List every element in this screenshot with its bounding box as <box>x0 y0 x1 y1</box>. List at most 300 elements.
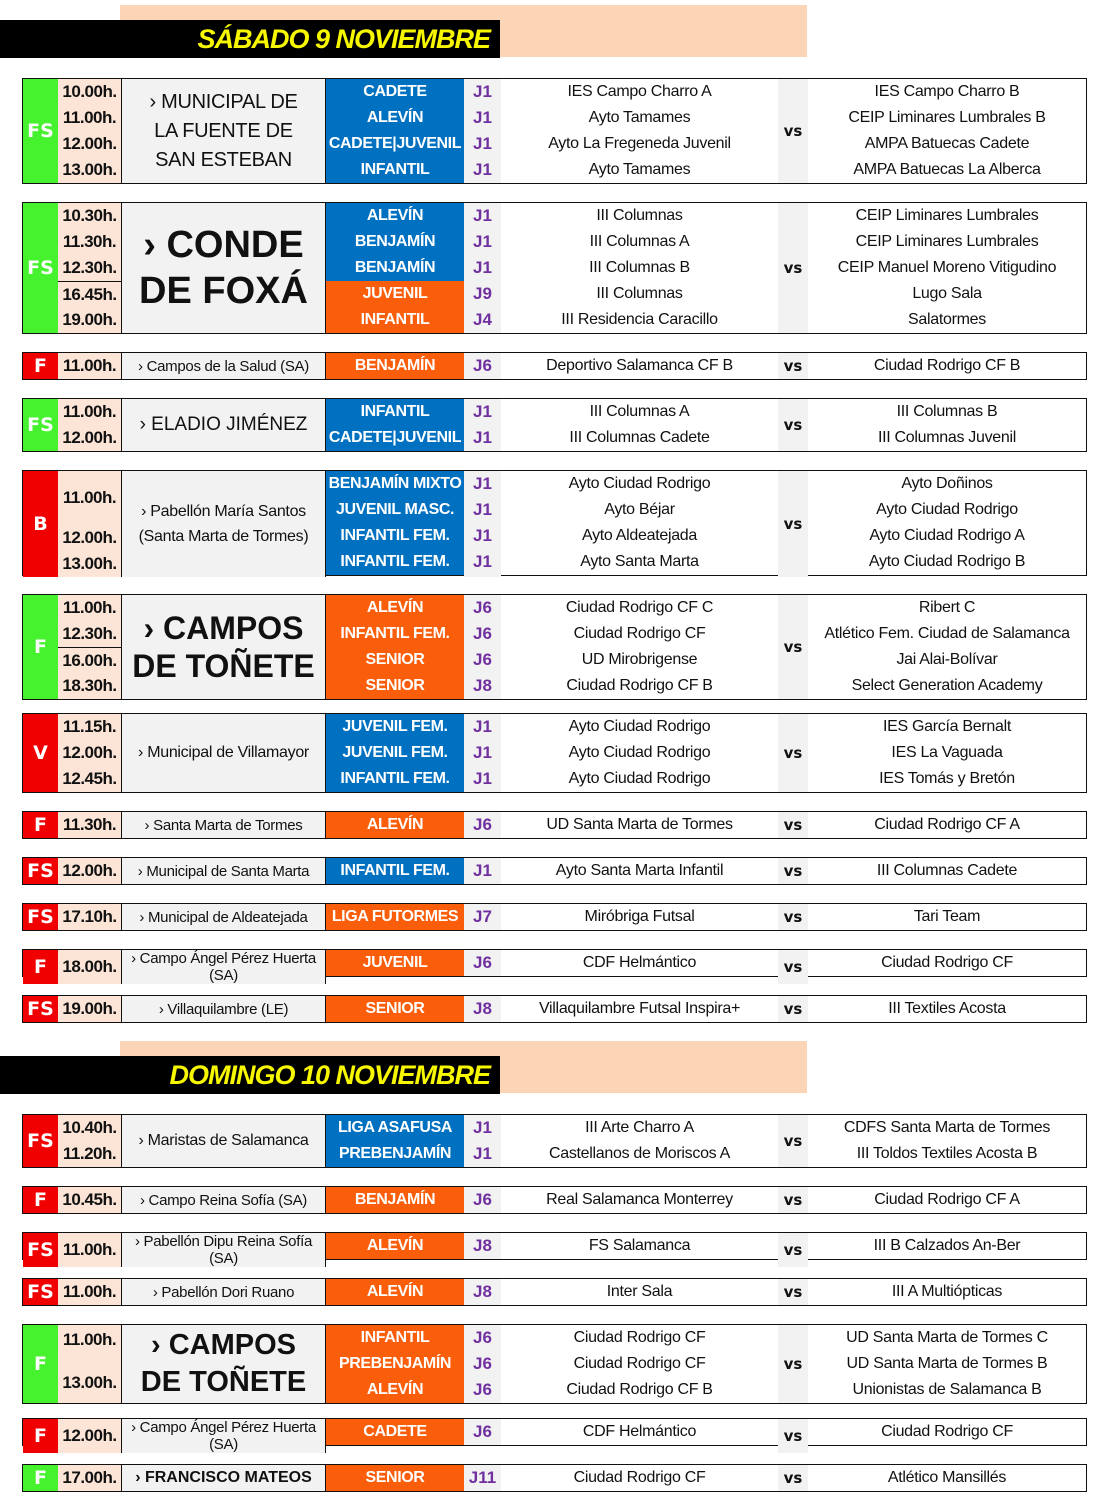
home-team: Ayto Santa Marta <box>580 553 699 570</box>
away-team: Ayto Ciudad Rodrigo <box>876 501 1018 518</box>
venue-name: › Campo Ángel Pérez Huerta (SA) <box>122 950 326 984</box>
home-team: Ciudad Rodrigo CF B <box>566 677 713 694</box>
category-label: ALEVÍN <box>326 812 464 838</box>
venue-line: (Santa Marta de Tormes) <box>138 528 309 545</box>
match-time: 11.00h. <box>62 488 117 507</box>
day-header-saturday <box>0 5 820 65</box>
away-team: Lugo Sala <box>912 285 982 302</box>
home-team: Ayto Tamames <box>588 161 691 178</box>
jornada-label: J6 <box>464 647 501 673</box>
category-label: BENJAMÍN <box>326 255 464 281</box>
time-list <box>58 950 122 984</box>
match-time: 18.00h. <box>62 957 117 976</box>
match-time: 11.00h. <box>62 598 117 617</box>
match-time: 12.00h. <box>62 134 117 153</box>
time-list <box>58 79 122 183</box>
home-team: III Columnas B <box>589 259 690 276</box>
category-list <box>326 1115 464 1167</box>
venue-block <box>22 1186 1087 1214</box>
home-team-list <box>501 399 778 451</box>
venue-block <box>22 1114 1087 1168</box>
away-team: IES Campo Charro B <box>874 83 1020 100</box>
match-time: 17.00h. <box>62 1468 117 1487</box>
jornada-label: J1 <box>464 255 501 281</box>
time-list <box>58 1325 122 1403</box>
sport-badge: FS <box>23 1115 58 1167</box>
jornada-label: J8 <box>464 1233 501 1259</box>
away-team: III Columnas Juvenil <box>877 429 1017 446</box>
home-team: Deportivo Salamanca CF B <box>546 357 733 374</box>
vs-label: vs <box>778 353 808 379</box>
home-team-list <box>501 471 778 577</box>
jornada-label: J1 <box>464 497 501 523</box>
match-time: 13.00h. <box>62 554 117 573</box>
away-team: Unionistas de Salamanca B <box>852 1381 1042 1398</box>
match-time: 12.00h. <box>62 743 117 762</box>
category-label: INFANTIL FEM. <box>326 523 464 549</box>
jornada-label: J4 <box>464 307 501 333</box>
match-time: 10.40h. <box>62 1118 117 1137</box>
home-team: Ayto Aldeatejada <box>581 527 697 544</box>
jornada-label: J6 <box>464 812 501 838</box>
time-list <box>58 1419 122 1453</box>
home-team: UD Mirobrigense <box>581 651 698 668</box>
sport-badge: FS <box>23 996 58 1022</box>
venue-block <box>22 398 1087 452</box>
jornada-label: J1 <box>464 523 501 549</box>
jornada-label: J1 <box>464 131 501 157</box>
jornada-label: J6 <box>464 1187 501 1213</box>
venue-name: › Villaquilambre (LE) <box>122 996 326 1022</box>
category-label: JUVENIL FEM. <box>326 740 464 766</box>
venue-line: DE TOÑETE <box>132 648 315 684</box>
venue-line: DE FOXÁ <box>139 270 308 312</box>
away-team: III Toldos Textiles Acosta B <box>856 1145 1038 1162</box>
category-label: JUVENIL MASC. <box>326 497 464 523</box>
time-list <box>58 904 122 930</box>
away-team: IES Tomás y Bretón <box>879 770 1015 787</box>
match-time: 12.30h. <box>62 624 117 643</box>
home-team-list <box>501 203 778 333</box>
venue-block <box>22 995 1087 1023</box>
jornada-list <box>464 79 501 183</box>
away-team-list <box>808 79 1086 183</box>
away-team: Atlético Fem. Ciudad de Salamanca <box>824 625 1070 642</box>
time-list <box>58 1279 122 1305</box>
match-time: 10.00h. <box>62 82 117 101</box>
sport-badge: B <box>23 471 58 577</box>
away-team: IES García Bernalt <box>883 718 1011 735</box>
time-list <box>58 714 122 792</box>
sport-badge: FS <box>23 904 58 930</box>
category-label: SENIOR <box>326 996 464 1022</box>
away-team: CEIP Liminares Lumbrales B <box>848 109 1046 126</box>
home-team: Ciudad Rodrigo CF <box>573 625 706 642</box>
match-time: 11.00h. <box>62 1282 117 1301</box>
sport-badge: FS <box>23 1233 58 1267</box>
match-time: 17.10h. <box>62 907 117 926</box>
jornada-label: J6 <box>464 595 501 621</box>
home-team: Ayto Tamames <box>588 109 691 126</box>
away-team: Ciudad Rodrigo CF B <box>873 357 1021 374</box>
match-time: 11.00h. <box>62 1330 117 1349</box>
category-label: CADETE <box>326 79 464 105</box>
category-label: SENIOR <box>326 673 464 699</box>
jornada-list <box>464 203 501 333</box>
jornada-list <box>464 1115 501 1167</box>
vs-label: vs <box>778 79 808 183</box>
venue-line: LA FUENTE DE <box>154 119 293 142</box>
jornada-label: J1 <box>464 203 501 229</box>
jornada-label: J6 <box>464 353 501 379</box>
category-label: CADETE|JUVENIL <box>326 131 464 157</box>
sport-badge: F <box>23 812 58 838</box>
venue-block <box>22 903 1087 931</box>
jornada-label: J1 <box>464 425 501 451</box>
vs-label: vs <box>778 399 808 451</box>
away-team: Ciudad Rodrigo CF <box>881 954 1013 971</box>
time-list <box>58 858 122 884</box>
match-time: 12.00h. <box>62 1426 117 1445</box>
sport-badge: FS <box>23 858 58 884</box>
vs-label: vs <box>778 1325 808 1403</box>
sport-badge: FS <box>23 203 58 333</box>
away-team: Ciudad Rodrigo CF A <box>874 1191 1020 1208</box>
category-list <box>326 714 464 792</box>
jornada-label: J1 <box>464 229 501 255</box>
away-team-list <box>808 471 1086 577</box>
home-team: Miróbriga Futsal <box>584 908 695 925</box>
jornada-label: J6 <box>464 1377 501 1403</box>
jornada-label: J1 <box>464 1141 501 1167</box>
match-time: 11.00h. <box>62 356 117 375</box>
vs-label: vs <box>778 1115 808 1167</box>
venue-line: › CAMPOS <box>151 1329 296 1361</box>
vs-label: vs <box>778 471 808 577</box>
vs-label: vs <box>778 714 808 792</box>
home-team: Ayto Ciudad Rodrigo <box>568 770 711 787</box>
home-team-list <box>501 714 778 792</box>
away-team: CEIP Liminares Lumbrales <box>855 233 1039 250</box>
home-team: Ciudad Rodrigo CF C <box>565 599 714 616</box>
venue-block <box>22 713 1087 793</box>
category-list <box>326 1325 464 1403</box>
jornada-label: J6 <box>464 1419 501 1445</box>
vs-label: vs <box>778 950 808 984</box>
home-team: Ciudad Rodrigo CF <box>573 1469 706 1486</box>
venue-block <box>22 202 1087 334</box>
day-header-sunday <box>0 1041 820 1101</box>
home-team: Ciudad Rodrigo CF <box>573 1355 706 1372</box>
jornada-label: J11 <box>464 1465 501 1491</box>
match-time: 16.00h. <box>58 647 121 673</box>
away-team: UD Santa Marta de Tormes B <box>846 1355 1048 1372</box>
category-label: JUVENIL FEM. <box>326 714 464 740</box>
match-time: 11.00h. <box>62 108 117 127</box>
venue-line: › MUNICIPAL DE <box>149 90 298 113</box>
home-team: Castellanos de Moriscos A <box>548 1145 731 1162</box>
jornada-label: J9 <box>464 281 501 307</box>
category-label: INFANTIL <box>326 399 464 425</box>
venue-name: › Municipal de Aldeatejada <box>122 904 326 930</box>
jornada-label: J1 <box>464 549 501 575</box>
away-team: Salatormes <box>908 311 986 328</box>
category-list <box>326 595 464 699</box>
away-team-list <box>808 203 1086 333</box>
venue-line: DE TOÑETE <box>140 1366 307 1398</box>
venue-name <box>122 595 326 699</box>
venue-name: › Campo Ángel Pérez Huerta (SA) <box>122 1419 326 1453</box>
home-team: III Arte Charro A <box>585 1119 694 1136</box>
away-team-list <box>808 1115 1086 1167</box>
match-time: 11.15h. <box>62 717 117 736</box>
category-label: SENIOR <box>326 1465 464 1491</box>
match-time: 10.30h. <box>62 206 117 225</box>
match-time: 16.45h. <box>58 281 121 307</box>
category-label: JUVENIL <box>326 281 464 307</box>
match-time: 12.00h. <box>62 528 117 547</box>
home-team: Ayto La Fregeneda Juvenil <box>548 135 731 152</box>
time-list <box>58 471 122 577</box>
away-team: AMPA Batuecas Cadete <box>864 135 1030 152</box>
jornada-list <box>464 471 501 577</box>
venue-name: › Municipal de Santa Marta <box>122 858 326 884</box>
jornada-label: J6 <box>464 950 501 976</box>
away-team: UD Santa Marta de Tormes C <box>846 1329 1048 1346</box>
vs-label: vs <box>778 996 808 1022</box>
jornada-label: J1 <box>464 157 501 183</box>
home-team-list <box>501 1325 778 1403</box>
home-team-list <box>501 1115 778 1167</box>
sport-badge: V <box>23 714 58 792</box>
venue-block <box>22 1464 1087 1492</box>
sport-badge: FS <box>23 1279 58 1305</box>
category-label: ALEVÍN <box>326 203 464 229</box>
home-team: III Columnas <box>596 285 683 302</box>
jornada-label: J8 <box>464 673 501 699</box>
match-time: 12.30h. <box>62 258 117 277</box>
venue-line: SAN ESTEBAN <box>155 148 292 171</box>
vs-label: vs <box>778 1465 808 1491</box>
home-team: Ayto Santa Marta Infantil <box>555 862 724 879</box>
venue-block <box>22 78 1087 184</box>
jornada-label: J8 <box>464 1279 501 1305</box>
away-team: CDFS Santa Marta de Tormes <box>843 1119 1051 1136</box>
home-team: Ciudad Rodrigo CF <box>573 1329 706 1346</box>
category-list <box>326 203 464 333</box>
match-time: 11.00h. <box>62 1240 117 1259</box>
category-label: INFANTIL <box>326 1325 464 1351</box>
time-list <box>58 996 122 1022</box>
venue-name: › Maristas de Salamanca <box>122 1115 326 1167</box>
away-team: III Columnas Cadete <box>876 862 1018 879</box>
venue-block <box>22 1278 1087 1306</box>
category-label: CADETE <box>326 1419 464 1445</box>
venue-block <box>22 470 1087 576</box>
time-list <box>58 595 122 699</box>
home-team: III Columnas A <box>589 403 690 420</box>
home-team: Ayto Ciudad Rodrigo <box>568 718 711 735</box>
home-team: UD Santa Marta de Tormes <box>546 816 733 833</box>
sport-badge: FS <box>23 399 58 451</box>
category-label: BENJAMÍN <box>326 353 464 379</box>
away-team: Atlético Mansillés <box>887 1469 1007 1486</box>
venue-block <box>22 352 1087 380</box>
vs-label: vs <box>778 1419 808 1453</box>
venue-block <box>22 811 1087 839</box>
category-label: INFANTIL <box>326 157 464 183</box>
jornada-label: J1 <box>464 714 501 740</box>
category-label: ALEVÍN <box>326 1279 464 1305</box>
jornada-label: J7 <box>464 904 501 930</box>
category-label: INFANTIL FEM. <box>326 549 464 575</box>
venue-block <box>22 1418 1087 1453</box>
venue-name: › FRANCISCO MATEOS <box>122 1465 326 1491</box>
home-team: CDF Helmántico <box>582 1423 697 1440</box>
home-team: Real Salamanca Monterrey <box>546 1191 733 1208</box>
venue-name: › ELADIO JIMÉNEZ <box>122 399 326 451</box>
category-label: INFANTIL FEM. <box>326 766 464 792</box>
category-label: PREBENJAMÍN <box>326 1351 464 1377</box>
time-list <box>58 812 122 838</box>
category-label: ALEVÍN <box>326 1377 464 1403</box>
away-team: Ayto Ciudad Rodrigo A <box>869 527 1025 544</box>
category-label: ALEVÍN <box>326 595 464 621</box>
home-team: III Columnas Cadete <box>569 429 710 446</box>
venue-name <box>122 471 326 577</box>
jornada-label: J1 <box>464 399 501 425</box>
venue-line: › CAMPOS <box>143 610 304 646</box>
away-team-list <box>808 714 1086 792</box>
category-list <box>326 399 464 451</box>
match-time: 11.00h. <box>62 402 117 421</box>
match-time: 10.45h. <box>62 1190 117 1209</box>
time-list <box>58 1115 122 1167</box>
sport-badge: F <box>23 595 58 699</box>
vs-label: vs <box>778 203 808 333</box>
venue-name: › Santa Marta de Tormes <box>122 812 326 838</box>
match-time: 11.30h. <box>62 232 117 251</box>
away-team: CEIP Manuel Moreno Vitigudino <box>837 259 1057 276</box>
category-list <box>326 471 464 577</box>
match-time: 19.00h. <box>62 999 117 1018</box>
match-time: 13.00h. <box>62 1373 117 1392</box>
home-team: Villaquilambre Futsal Inspira+ <box>538 1000 741 1017</box>
jornada-list <box>464 399 501 451</box>
away-team: AMPA Batuecas La Alberca <box>853 161 1041 178</box>
jornada-label: J1 <box>464 766 501 792</box>
home-team: Ciudad Rodrigo CF B <box>566 1381 713 1398</box>
category-label: INFANTIL FEM. <box>326 858 464 884</box>
category-label: ALEVÍN <box>326 1233 464 1259</box>
jornada-label: J1 <box>464 858 501 884</box>
away-team: Ciudad Rodrigo CF <box>881 1423 1013 1440</box>
away-team-list <box>808 399 1086 451</box>
venue-line: › Pabellón María Santos <box>141 503 306 520</box>
category-label: LIGA ASAFUSA <box>326 1115 464 1141</box>
jornada-list <box>464 1325 501 1403</box>
away-team: Select Generation Academy <box>851 677 1043 694</box>
home-team: IES Campo Charro A <box>567 83 712 100</box>
jornada-label: J6 <box>464 1325 501 1351</box>
category-label: SENIOR <box>326 647 464 673</box>
header-title-bar <box>0 1056 500 1094</box>
away-team: III Textiles Acosta <box>888 1000 1006 1017</box>
home-team: III Residencia Caracillo <box>561 311 718 328</box>
time-list <box>58 399 122 451</box>
time-list <box>58 1187 122 1213</box>
match-time: 12.00h. <box>62 428 117 447</box>
vs-label: vs <box>778 595 808 699</box>
sport-badge: F <box>23 1187 58 1213</box>
away-team: Ayto Doñinos <box>901 475 993 492</box>
sport-badge: F <box>23 1465 58 1491</box>
sport-badge: F <box>23 1325 58 1403</box>
category-label: JUVENIL <box>326 950 464 976</box>
away-team: III B Calzados An-Ber <box>873 1237 1021 1254</box>
jornada-label: J6 <box>464 1351 501 1377</box>
away-team: III Columnas B <box>896 403 998 420</box>
venue-block <box>22 949 1087 984</box>
away-team-list <box>808 1325 1086 1403</box>
jornada-label: J1 <box>464 1115 501 1141</box>
venue-name: › Campos de la Salud (SA) <box>122 353 326 379</box>
home-team: CDF Helmántico <box>582 954 697 971</box>
time-list <box>58 1465 122 1491</box>
home-team: FS Salamanca <box>588 1237 691 1254</box>
vs-label: vs <box>778 858 808 884</box>
away-team: Ribert C <box>918 599 976 616</box>
away-team: IES La Vaguada <box>891 744 1003 761</box>
time-list <box>58 1233 122 1267</box>
away-team: Ayto Ciudad Rodrigo B <box>868 553 1026 570</box>
jornada-label: J1 <box>464 105 501 131</box>
venue-line: › CONDE <box>143 224 304 266</box>
sport-badge: F <box>23 1419 58 1453</box>
venue-name <box>122 1325 326 1403</box>
jornada-list <box>464 714 501 792</box>
jornada-list <box>464 595 501 699</box>
venue-block <box>22 1324 1087 1404</box>
vs-label: vs <box>778 812 808 838</box>
sport-badge: F <box>23 353 58 379</box>
away-team: Ciudad Rodrigo CF A <box>874 816 1020 833</box>
header-title-bar <box>0 20 500 58</box>
jornada-label: J1 <box>464 79 501 105</box>
jornada-label: J6 <box>464 621 501 647</box>
category-label: INFANTIL <box>326 307 464 333</box>
venue-block <box>22 1232 1087 1267</box>
away-team: Jai Alai-Bolívar <box>896 651 998 668</box>
category-label: LIGA FUTORMES <box>326 904 464 930</box>
away-team: III A Multiópticas <box>891 1283 1003 1300</box>
away-team: CEIP Liminares Lumbrales <box>855 207 1039 224</box>
jornada-label: J1 <box>464 471 501 497</box>
time-list <box>58 203 122 333</box>
venue-name: › Campo Reina Sofía (SA) <box>122 1187 326 1213</box>
match-time: 11.20h. <box>62 1144 117 1163</box>
match-time: 19.00h. <box>62 310 117 329</box>
day-title: DOMINGO 10 NOVIEMBRE <box>169 1059 490 1090</box>
vs-label: vs <box>778 1233 808 1267</box>
category-label: ALEVÍN <box>326 105 464 131</box>
home-team: Inter Sala <box>606 1283 673 1300</box>
away-team-list <box>808 595 1086 699</box>
jornada-label: J8 <box>464 996 501 1022</box>
category-label: BENJAMÍN <box>326 229 464 255</box>
match-time: 18.30h. <box>62 676 117 695</box>
day-title: SÁBADO 9 NOVIEMBRE <box>197 23 490 54</box>
